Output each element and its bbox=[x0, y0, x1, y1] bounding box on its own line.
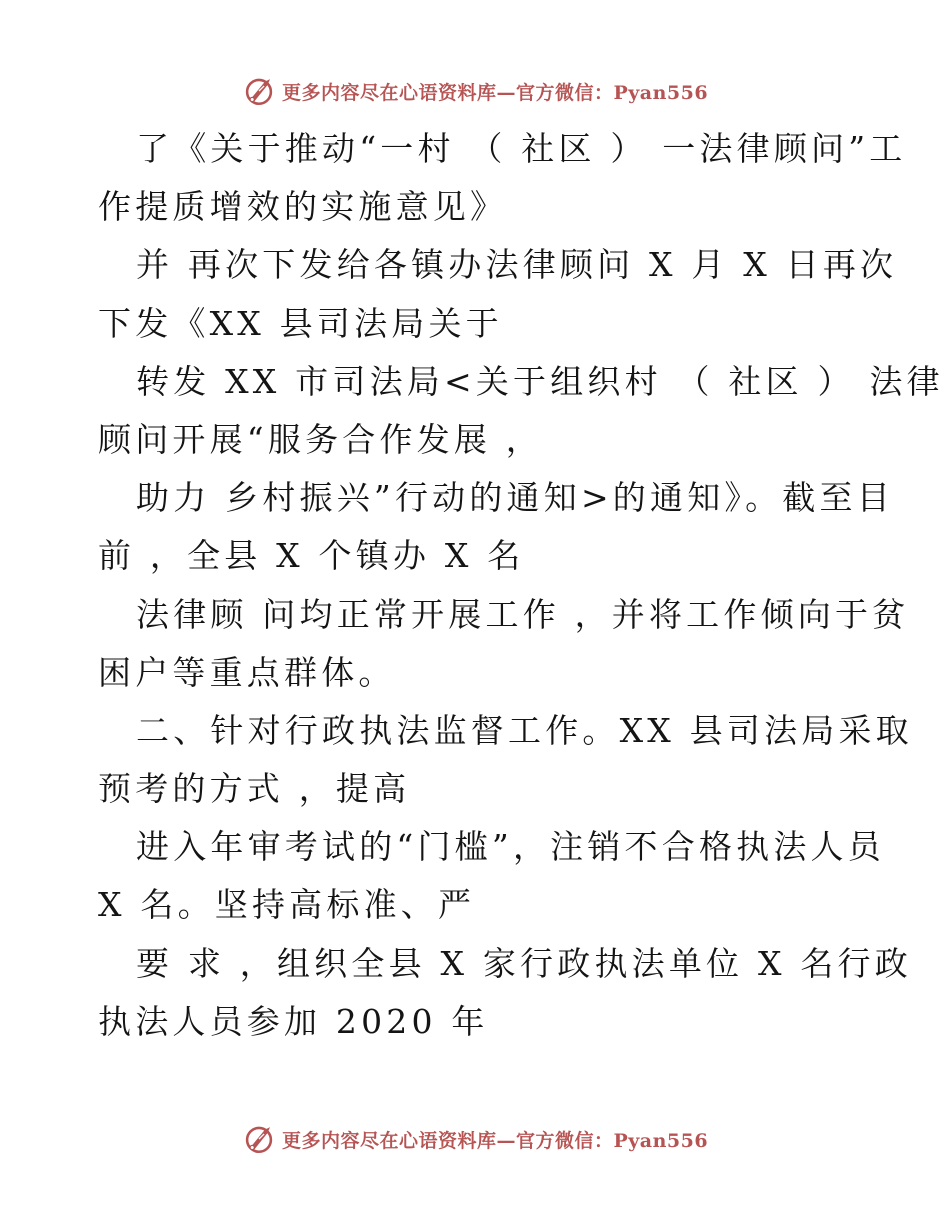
text-line: 困户等重点群体。 bbox=[98, 652, 396, 692]
text-line: 转发 XX 市司法局<关于组织村 （ 社区 ） 法律 bbox=[136, 361, 944, 401]
text-line: 了《关于推动“一村 （ 社区 ） 一法律顾问”工 bbox=[136, 129, 907, 168]
text-line: 下发《XX 县司法局关于 bbox=[98, 303, 503, 343]
text-line: 要 求 ，组织全县 X 家行政执法单位 X 名行政 bbox=[136, 943, 912, 983]
text-line: 二、针对行政执法监督工作。XX 县司法局采取 bbox=[136, 710, 913, 750]
text-line: 预考的方式 ，提高 bbox=[98, 769, 411, 809]
watermark-text: 更多内容尽在心语资料库—官方微信：Pyan556 bbox=[281, 81, 709, 104]
text-line: 助力 乡村振兴”行动的通知>的通知》。截至目 bbox=[136, 478, 894, 518]
text-line: 并 再次下发给各镇办法律顾问 X 月 X 日再次 bbox=[136, 245, 898, 285]
footer-watermark bbox=[0, 1119, 950, 1159]
quill-pen-seal-icon bbox=[242, 1122, 276, 1156]
watermark-text: 更多内容尽在心语资料库—官方微信：Pyan556 bbox=[281, 1129, 709, 1152]
text-line: X 名。坚持高标准、严 bbox=[98, 885, 476, 925]
text-line: 顾问开展“服务合作发展 ， bbox=[98, 419, 543, 459]
text-line: 法律顾 问均正常开展工作 ，并将工作倾向于贫 bbox=[136, 594, 910, 634]
text-line: 前 ，全县 X 个镇办 X 名 bbox=[98, 536, 525, 576]
document-body bbox=[98, 120, 944, 1051]
text-line: 进入年审考试的“门槛”，注销不合格执法人员 bbox=[136, 827, 885, 867]
text-line: 作提质增效的实施意见》 bbox=[98, 187, 508, 227]
header-watermark bbox=[0, 71, 950, 111]
text-line: 执法人员参加 2020 年 bbox=[98, 1001, 489, 1041]
quill-pen-seal-icon bbox=[242, 74, 276, 108]
